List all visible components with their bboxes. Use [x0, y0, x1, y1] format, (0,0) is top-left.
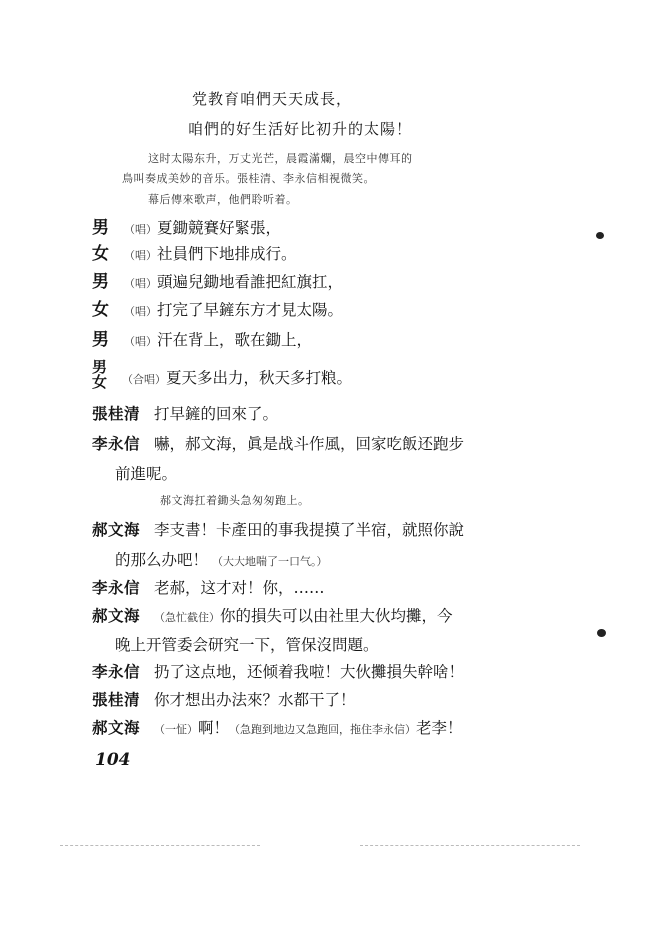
dialogue-text: 打早鏟的回來了。: [154, 405, 279, 423]
dialogue-text: 打完了早鏟东方才見太陽。: [157, 301, 344, 319]
scan-speck: [596, 232, 604, 239]
speaker-label: 張桂清: [92, 690, 141, 709]
dialogue-text: 扔了这点地，还倾着我啦！大伙攤損失幹啥！: [154, 663, 465, 681]
scan-speck: [597, 629, 606, 637]
stage-direction-1a: 这时太陽东升，万丈光芒，晨霞滿爛，晨空中傳耳的: [148, 152, 413, 165]
verse-line-2: 咱們的好生活好比初升的太陽！: [188, 120, 413, 138]
speaker-label: 郝文海: [92, 718, 141, 737]
speaker-label: 李永信: [92, 434, 141, 453]
dialogue-text: 頭遍兒鋤地看誰把紅旗扛，: [157, 273, 344, 291]
dialogue-continuation: 晚上开管委会研究一下，管保沒問題。: [115, 636, 379, 654]
stage-direction: （唱）: [124, 249, 157, 262]
dialogue-text: 汗在背上，歌在鋤上，: [157, 331, 313, 349]
speaker-label: 郝文海: [92, 520, 141, 539]
dialogue-text: 夏鋤競賽好緊張，: [157, 219, 282, 237]
speaker-label: 男: [92, 272, 110, 292]
dialogue-text: 老郝，这才对！你，……: [154, 579, 325, 597]
page-number: 104: [95, 750, 131, 770]
stage-direction-3: 郝文海扛着鋤头急匆匆跑上。: [160, 494, 310, 507]
dialogue-text: 你的損失可以由社里大伙均攤，今: [220, 607, 453, 625]
speaker-label: 李永信: [92, 662, 141, 681]
speaker-label: 郝文海: [92, 606, 141, 625]
speaker-label: 男: [92, 218, 110, 238]
speaker-label: 李永信: [92, 578, 141, 597]
speaker-label-stacked: 男 女: [92, 358, 108, 391]
speaker-label: 女: [92, 300, 110, 320]
speaker-label: 張桂清: [92, 404, 141, 423]
stage-direction: （唱）: [124, 305, 157, 318]
dialogue-text: 社員們下地排成行。: [157, 245, 297, 263]
dialogue-text: 李支書！卡產田的事我提摸了半宿，就照你說: [154, 521, 465, 539]
speaker-label: 男: [92, 330, 110, 350]
stage-direction-1b: 鳥叫奏成美妙的音乐。張桂清、李永信相視微笑。: [122, 172, 375, 185]
scan-edge-mark: [60, 845, 260, 847]
stage-direction-2: 幕后傳來歌声，他們聆听着。: [148, 193, 298, 206]
stage-direction: （唱）: [124, 277, 157, 290]
dialogue-continuation: 的那么办吧！ （大大地喘了一口气。）: [115, 551, 328, 569]
stage-direction: （合唱）: [122, 373, 166, 386]
dialogue-continuation: 前進呢。: [115, 465, 178, 483]
verse-line-1: 党教育咱們天天成長，: [192, 90, 353, 108]
dialogue-text: 嚇，郝文海，眞是战斗作風，回家吃飯还跑步: [154, 435, 465, 453]
stage-direction: （唱）: [124, 335, 157, 348]
speaker-label: 女: [92, 244, 110, 264]
dialogue-text: 夏天多出力，秋天多打粮。: [166, 369, 353, 387]
dialogue-text: 啊！: [198, 719, 230, 737]
dialogue-text: 你才想出办法來？水都干了！: [154, 691, 356, 709]
stage-direction: （急跑到地边又急跑回，拖住李永信）: [229, 723, 417, 736]
dialogue-text: 老李！: [416, 719, 463, 737]
stage-direction: （急忙截住）: [154, 611, 220, 624]
scan-edge-mark: [360, 845, 580, 847]
stage-direction: （一怔）: [154, 723, 198, 736]
stage-direction: （唱）: [124, 223, 157, 236]
